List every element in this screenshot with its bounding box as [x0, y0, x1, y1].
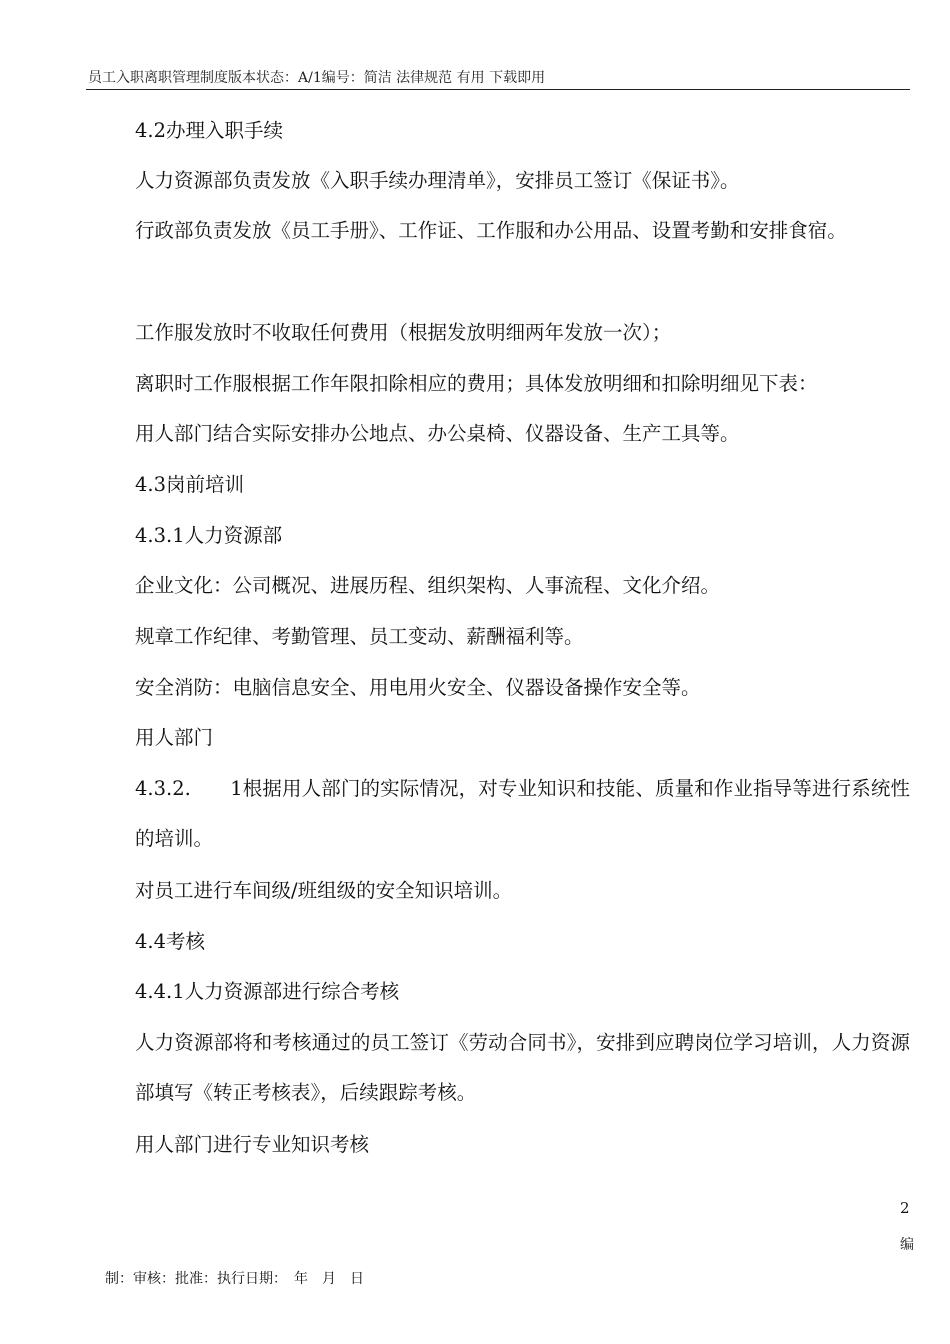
section-paragraph-4-3-2: 4.3.2. 1根据用人部门的实际情况，对专业知识和技能、质量和作业指导等进行系统性的培训。: [135, 777, 910, 850]
page-header: 员工入职离职管理制度版本状态：A/1编号：简洁 法律规范 有用 下载即用: [88, 70, 546, 86]
section-heading-4-3-1: 4.3.1人力资源部: [135, 524, 283, 547]
paragraph: 工作服发放时不收取任何费用（根据发放明细两年发放一次）；: [135, 321, 672, 344]
page-number: 2: [900, 1199, 910, 1217]
paragraph: 安全消防：电脑信息安全、用电用火安全、仪器设备操作安全等。: [135, 676, 701, 699]
section-heading-4-3: 4.3岗前培训: [135, 473, 245, 496]
paragraph: 规章工作纪律、考勤管理、员工变动、薪酬福利等。: [135, 625, 584, 648]
paragraph: 用人部门: [135, 726, 214, 749]
paragraph: 企业文化：公司概况、进展历程、组织架构、人事流程、文化介绍。: [135, 574, 721, 597]
section-heading-4-2: 4.2办理入职手续: [135, 119, 284, 142]
footer-signoff: 制：审核：批准：执行日期： 年 月 日: [105, 1271, 364, 1287]
header-divider: [86, 89, 910, 90]
paragraph: 对员工进行车间级/班组级的安全知识培训。: [135, 879, 513, 902]
footer-bian-label: 编: [900, 1237, 914, 1253]
paragraph: 人力资源部负责发放《入职手续办理清单》，安排员工签订《保证书》。: [135, 169, 740, 192]
section-heading-4-4: 4.4考核: [135, 930, 206, 953]
paragraph: 用人部门进行专业知识考核: [135, 1133, 370, 1156]
paragraph: 人力资源部将和考核通过的员工签订《劳动合同书》，安排到应聘岗位学习培训，人力资源部填写《转正考核表》，后续跟踪考核。: [135, 1031, 910, 1104]
section-heading-4-4-1: 4.4.1人力资源部进行综合考核: [135, 980, 400, 1003]
paragraph: 行政部负责发放《员工手册》、工作证、工作服和办公用品、设置考勤和安排食宿。: [135, 219, 847, 242]
paragraph: 用人部门结合实际安排办公地点、办公桌椅、仪器设备、生产工具等。: [135, 422, 740, 445]
paragraph: 离职时工作服根据工作年限扣除相应的费用；具体发放明细和扣除明细见下表：: [135, 372, 818, 395]
